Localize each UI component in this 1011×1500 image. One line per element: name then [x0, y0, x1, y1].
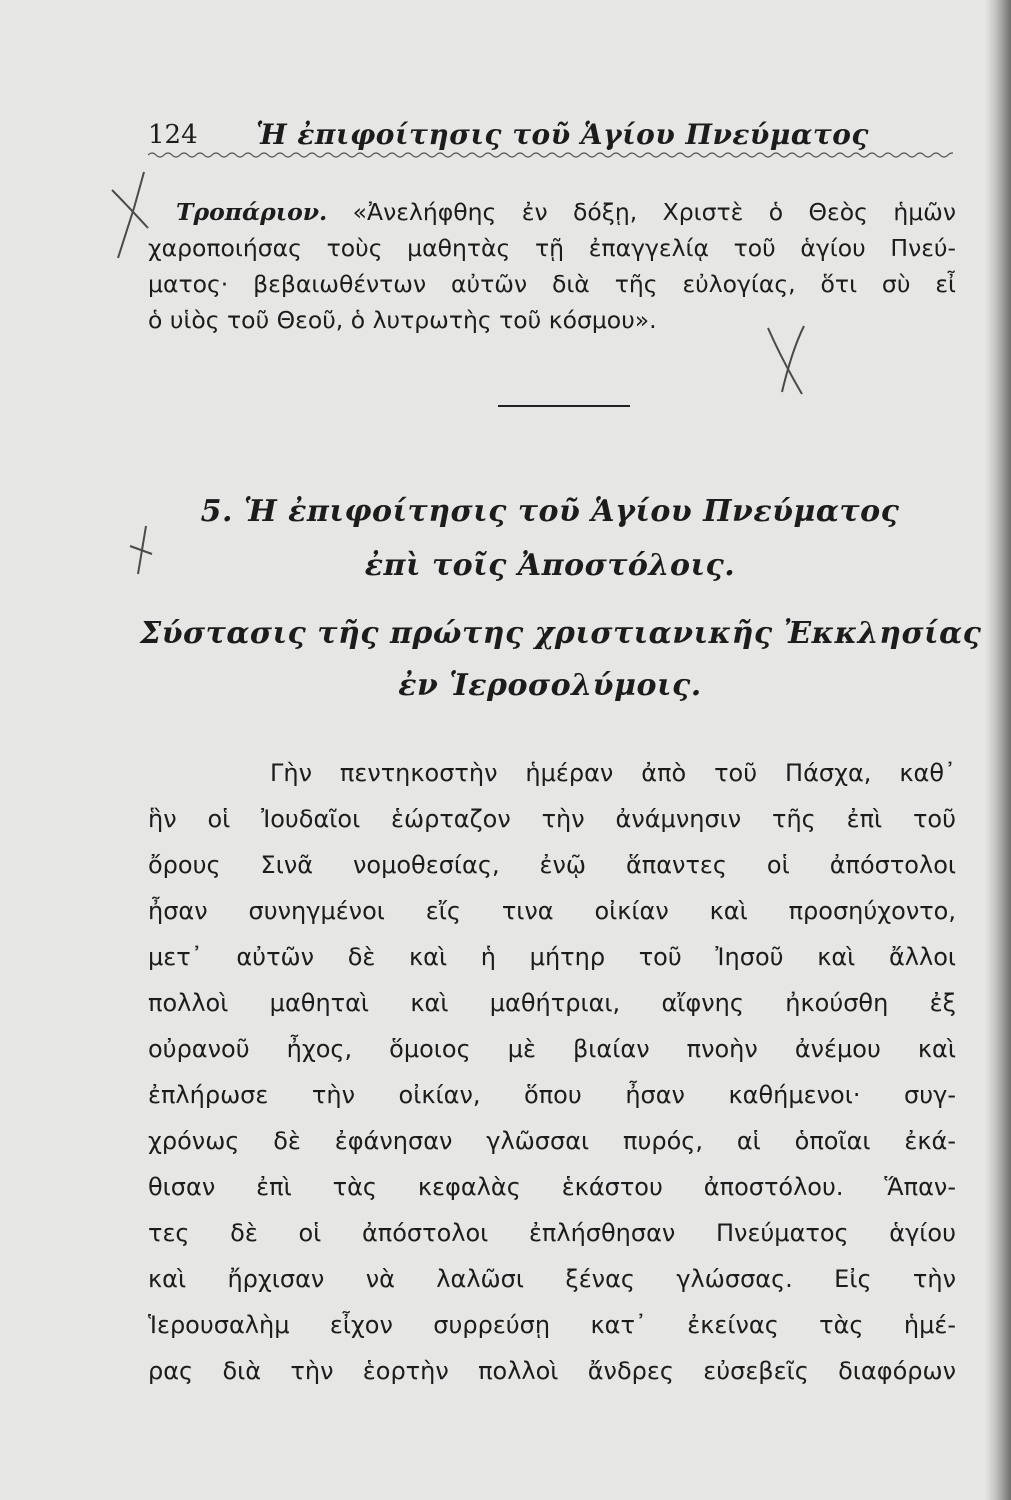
body-line: Ἱερουσαλὴμ εἶχον συρρεύσῃ κατ᾽ ἐκείνας τὰς ἡμέ-	[148, 1311, 956, 1339]
body-line: ἦσαν συνηγμένοι εἴς τινα οἰκίαν καὶ προσηύχοντο,	[148, 897, 956, 925]
body-line: Γὴν πεντηκοστὴν ἡμέραν ἀπὸ τοῦ Πάσχα, καθ᾽	[270, 759, 956, 787]
section-title-line2: ἐπὶ τοῖς Ἀποστόλοις.	[364, 548, 736, 583]
body-line: τες δὲ οἱ ἀπόστολοι ἐπλήσθησαν Πνεύματος ἁγίου	[148, 1219, 956, 1247]
body-line: καὶ ἤρχισαν νὰ λαλῶσι ξένας γλώσσας. Εἰς τὴν	[148, 1265, 956, 1293]
troparion-line: ὁ υἱὸς τοῦ Θεοῦ, ὁ λυτρωτὴς τοῦ κόσμου».	[148, 306, 657, 334]
section-subtitle-line2: ἐν Ἱεροσολύμοις.	[398, 668, 702, 703]
pencil-cross-mark-right	[762, 320, 810, 398]
body-paragraph	[148, 750, 956, 1394]
page-number: 124	[148, 120, 198, 150]
body-line: ρας διὰ τὴν ἑορτὴν πολλοὶ ἄνδρες εὐσεβεῖς διαφόρων	[148, 1357, 956, 1385]
body-line: ἣν οἱ Ἰουδαῖοι ἑώρταζον τὴν ἀνάμνησιν τῆς ἐπὶ τοῦ	[148, 805, 956, 833]
troparion-line: χαροποιήσας τοὺς μαθητὰς τῇ ἐπαγγελίᾳ τοῦ ἁγίου Πνεύ-	[148, 234, 956, 262]
troparion-line: Τροπάριον. «Ἀνελήφθης ἐν δόξῃ, Χριστὲ ὁ Θεὸς ἡμῶν	[176, 198, 956, 226]
wavy-rule	[148, 150, 953, 160]
body-line: χρόνως δὲ ἐφάνησαν γλῶσσαι πυρός, αἱ ὁποῖαι ἐκά-	[148, 1127, 956, 1155]
body-line: ὄρους Σινᾶ νομοθεσίας, ἐνῷ ἅπαντες οἱ ἀπόστολοι	[148, 851, 956, 879]
pencil-dagger-mark	[126, 524, 156, 578]
section-title: 5. Ἡ ἐπιφοίτησις τοῦ Ἁγίου Πνεύματος	[200, 494, 900, 529]
troparion-line: ματος· βεβαιωθέντων αὐτῶν διὰ τῆς εὐλογίας, ὅτι σὺ εἶ	[148, 270, 956, 298]
section-divider	[498, 405, 630, 407]
troparion-paragraph	[148, 194, 956, 338]
troparion-label: Τροπάριον.	[176, 198, 328, 226]
body-line: ἐπλήρωσε τὴν οἰκίαν, ὅπου ἦσαν καθήμενοι· συγ-	[148, 1081, 956, 1109]
body-line: πολλοὶ μαθηταὶ καὶ μαθήτριαι, αἴφνης ἠκούσθη ἐξ	[148, 989, 956, 1017]
body-line: μετ᾽ αὐτῶν δὲ καὶ ἡ μήτηρ τοῦ Ἰησοῦ καὶ ἄλλοι	[148, 943, 956, 971]
page-header	[148, 112, 948, 152]
section-subtitle: Σύστασις τῆς πρώτης χριστιανικῆς Ἐκκλησίας	[140, 616, 982, 651]
binding-edge	[985, 0, 1011, 1500]
running-title: Ἡ ἐπιφοίτησις τοῦ Ἁγίου Πνεύματος	[256, 118, 869, 151]
pencil-cross-mark-left	[104, 168, 152, 264]
body-line: θισαν ἐπὶ τὰς κεφαλὰς ἑκάστου ἀποστόλου. Ἅπαν-	[148, 1173, 956, 1201]
body-line: οὐρανοῦ ἦχος, ὅμοιος μὲ βιαίαν πνοὴν ἀνέμου καὶ	[148, 1035, 956, 1063]
